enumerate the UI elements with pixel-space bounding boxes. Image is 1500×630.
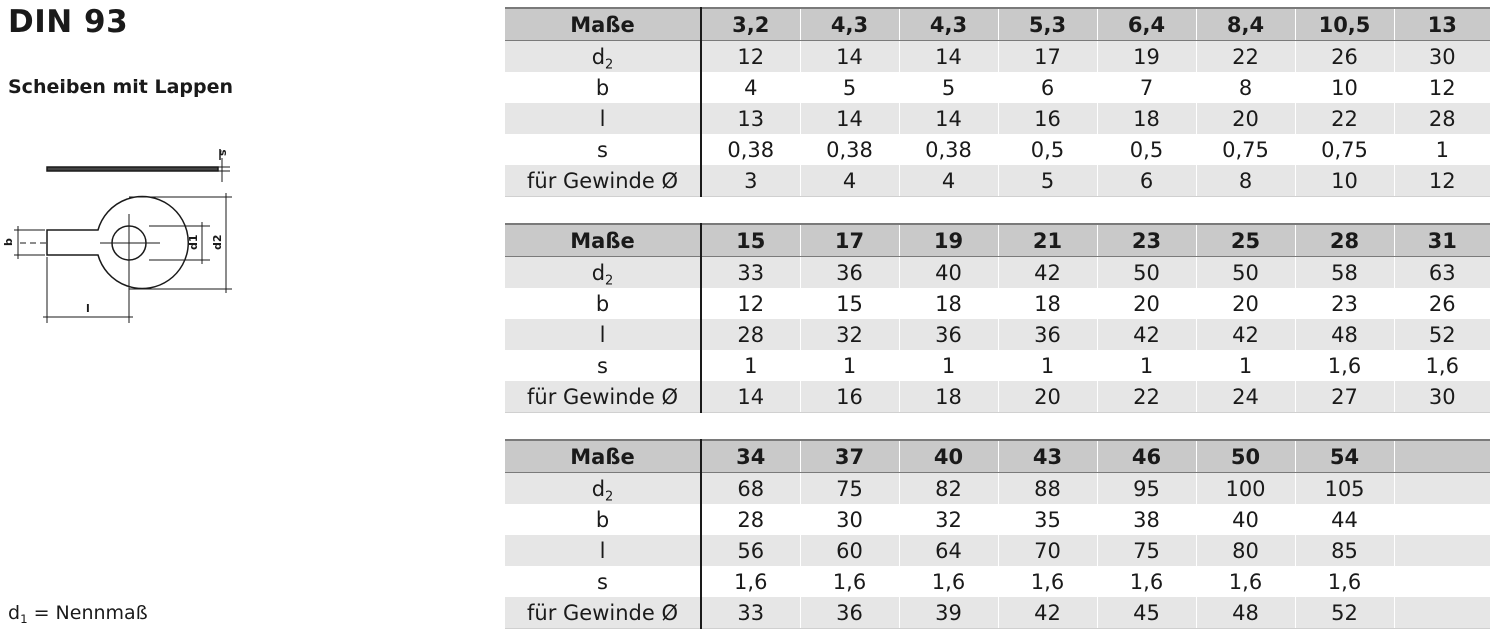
table-cell: 16 — [800, 381, 899, 413]
washer-side-view — [47, 167, 218, 171]
size-header-cell: 10,5 — [1295, 8, 1394, 41]
row-label: für Gewinde Ø — [505, 381, 701, 413]
dim-label-b: b — [2, 238, 15, 246]
table-cell: 100 — [1196, 473, 1295, 505]
table-cell: 36 — [899, 319, 998, 350]
table-cell: 10 — [1295, 165, 1394, 197]
table-cell: 12 — [1394, 165, 1490, 197]
row-d2 — [505, 41, 1490, 73]
table-cell: 32 — [800, 319, 899, 350]
table-cell — [1394, 597, 1490, 629]
table-cell: 22 — [1196, 41, 1295, 73]
table-cell: 32 — [899, 504, 998, 535]
table-cell: 8 — [1196, 72, 1295, 103]
table-cell — [1394, 473, 1490, 505]
table-cell: 50 — [1196, 257, 1295, 289]
table-cell: 105 — [1295, 473, 1394, 505]
dim-label-s: s — [216, 149, 229, 156]
table-cell: 26 — [1394, 288, 1490, 319]
row-b — [505, 504, 1490, 535]
row-label: b — [505, 288, 701, 319]
table-cell: 4 — [701, 72, 800, 103]
table-cell: 28 — [1394, 103, 1490, 134]
table-cell: 75 — [1097, 535, 1196, 566]
size-header-cell: 54 — [1295, 440, 1394, 473]
size-header-cell: 17 — [800, 224, 899, 257]
size-header-cell: 25 — [1196, 224, 1295, 257]
row-label: $d_2$ — [505, 41, 701, 73]
table-cell: 20 — [1097, 288, 1196, 319]
row-label: s — [505, 566, 701, 597]
size-header-cell: 37 — [800, 440, 899, 473]
table-cell: 18 — [899, 381, 998, 413]
table-cell: 1,6 — [899, 566, 998, 597]
table-cell: 58 — [1295, 257, 1394, 289]
table-cell: 1 — [1097, 350, 1196, 381]
table-cell: 1 — [800, 350, 899, 381]
table-cell: 44 — [1295, 504, 1394, 535]
table-cell: 75 — [800, 473, 899, 505]
row-label: Maße — [505, 440, 701, 473]
size-header-cell: 15 — [701, 224, 800, 257]
table-cell: 38 — [1097, 504, 1196, 535]
table-cell: 40 — [899, 257, 998, 289]
size-header-cell: 4,3 — [800, 8, 899, 41]
table-cell — [1394, 535, 1490, 566]
row-label: s — [505, 350, 701, 381]
row-label: l — [505, 535, 701, 566]
table-cell: 85 — [1295, 535, 1394, 566]
table-cell: 3 — [701, 165, 800, 197]
table-cell: 1 — [701, 350, 800, 381]
table-cell: 13 — [701, 103, 800, 134]
row-b — [505, 288, 1490, 319]
table-cell: 14 — [800, 103, 899, 134]
table-cell: 14 — [701, 381, 800, 413]
table-cell: 42 — [1196, 319, 1295, 350]
table-cell: 28 — [701, 319, 800, 350]
table-cell: 8 — [1196, 165, 1295, 197]
table-cell: 19 — [1097, 41, 1196, 73]
table-cell: 33 — [701, 257, 800, 289]
dim-label-d2: d2 — [211, 234, 224, 250]
size-header-cell: 40 — [899, 440, 998, 473]
table-cell: 5 — [800, 72, 899, 103]
size-header-cell: 46 — [1097, 440, 1196, 473]
table-cell: 33 — [701, 597, 800, 629]
table-cell: 7 — [1097, 72, 1196, 103]
table-cell: 36 — [800, 597, 899, 629]
table-cell: 1,6 — [1295, 350, 1394, 381]
table-cell: 18 — [1097, 103, 1196, 134]
size-header-cell: 28 — [1295, 224, 1394, 257]
table-cell: 6 — [998, 72, 1097, 103]
table-cell: 40 — [1196, 504, 1295, 535]
size-header-cell: 31 — [1394, 224, 1490, 257]
table-cell: 22 — [1097, 381, 1196, 413]
table-cell: 95 — [1097, 473, 1196, 505]
table-cell: 48 — [1196, 597, 1295, 629]
row-label: b — [505, 72, 701, 103]
size-header-cell: 43 — [998, 440, 1097, 473]
table-cell: 27 — [1295, 381, 1394, 413]
table-cell: 0,38 — [800, 134, 899, 165]
row-l — [505, 535, 1490, 566]
size-header-cell: 23 — [1097, 224, 1196, 257]
table-cell: 26 — [1295, 41, 1394, 73]
table-cell: 0,38 — [899, 134, 998, 165]
table-cell: 0,5 — [998, 134, 1097, 165]
table-cell: 1 — [1394, 134, 1490, 165]
size-header-cell — [1394, 440, 1490, 473]
table-cell: 18 — [899, 288, 998, 319]
row-s — [505, 350, 1490, 381]
size-header-cell: 3,2 — [701, 8, 800, 41]
table-cell: 20 — [1196, 288, 1295, 319]
row-b — [505, 72, 1490, 103]
row-label: l — [505, 103, 701, 134]
row-label: b — [505, 504, 701, 535]
table-cell: 30 — [1394, 381, 1490, 413]
table-cell: 60 — [800, 535, 899, 566]
table-cell: 42 — [998, 257, 1097, 289]
table-cell: 39 — [899, 597, 998, 629]
row-l — [505, 103, 1490, 134]
size-header-cell: 21 — [998, 224, 1097, 257]
size-header-cell: 6,4 — [1097, 8, 1196, 41]
row-thread — [505, 597, 1490, 629]
size-header-cell: 4,3 — [899, 8, 998, 41]
table-cell: 14 — [899, 41, 998, 73]
dimension-table-1 — [505, 7, 1490, 197]
table-cell: 1,6 — [800, 566, 899, 597]
row-s — [505, 566, 1490, 597]
page-subtitle: Scheiben mit Lappen — [8, 76, 234, 98]
row-d2 — [505, 257, 1490, 289]
table-cell: 18 — [998, 288, 1097, 319]
size-header-cell: 13 — [1394, 8, 1490, 41]
table-cell — [1394, 566, 1490, 597]
table-cell: 24 — [1196, 381, 1295, 413]
size-header-cell: 19 — [899, 224, 998, 257]
table-cell: 42 — [998, 597, 1097, 629]
table-cell: 56 — [701, 535, 800, 566]
table-cell: 64 — [899, 535, 998, 566]
size-header-cell: 34 — [701, 440, 800, 473]
page-title: DIN 93 — [8, 4, 129, 40]
table-cell: 1 — [998, 350, 1097, 381]
row-label: Maße — [505, 8, 701, 41]
table-cell: 12 — [701, 41, 800, 73]
table-cell: 0,38 — [701, 134, 800, 165]
table-cell: 0,5 — [1097, 134, 1196, 165]
table-cell — [1394, 504, 1490, 535]
table-cell: 17 — [998, 41, 1097, 73]
table-cell: 48 — [1295, 319, 1394, 350]
row-label: s — [505, 134, 701, 165]
row-label: für Gewinde Ø — [505, 597, 701, 629]
header-row — [505, 8, 1490, 41]
row-label: Maße — [505, 224, 701, 257]
table-cell: 1,6 — [1097, 566, 1196, 597]
header-row — [505, 224, 1490, 257]
table-cell: 1,6 — [998, 566, 1097, 597]
table-cell: 12 — [701, 288, 800, 319]
table-cell: 28 — [701, 504, 800, 535]
row-label: $d_2$ — [505, 473, 701, 505]
table-cell: 68 — [701, 473, 800, 505]
table-cell: 80 — [1196, 535, 1295, 566]
table-cell: 12 — [1394, 72, 1490, 103]
size-header-cell: 8,4 — [1196, 8, 1295, 41]
table-cell: 82 — [899, 473, 998, 505]
row-thread — [505, 381, 1490, 413]
table-cell: 63 — [1394, 257, 1490, 289]
size-header-cell: 5,3 — [998, 8, 1097, 41]
table-cell: 1 — [1196, 350, 1295, 381]
washer-drawing — [0, 130, 260, 330]
table-cell: 0,75 — [1196, 134, 1295, 165]
row-s — [505, 134, 1490, 165]
table-cell: 22 — [1295, 103, 1394, 134]
table-cell: 50 — [1097, 257, 1196, 289]
table-cell: 1,6 — [701, 566, 800, 597]
dim-label-l: l — [86, 302, 90, 315]
table-cell: 30 — [800, 504, 899, 535]
dim-label-d1: d1 — [187, 234, 200, 250]
table-cell: 5 — [998, 165, 1097, 197]
table-cell: 4 — [899, 165, 998, 197]
table-cell: 4 — [800, 165, 899, 197]
row-thread — [505, 165, 1490, 197]
row-label: $d_2$ — [505, 257, 701, 289]
table-cell: 42 — [1097, 319, 1196, 350]
table-cell: 14 — [800, 41, 899, 73]
table-cell: 35 — [998, 504, 1097, 535]
size-header-cell: 50 — [1196, 440, 1295, 473]
table-cell: 70 — [998, 535, 1097, 566]
table-cell: 16 — [998, 103, 1097, 134]
table-cell: 30 — [1394, 41, 1490, 73]
table-cell: 36 — [998, 319, 1097, 350]
table-cell: 45 — [1097, 597, 1196, 629]
header-row — [505, 440, 1490, 473]
nominal-size-note: $d_1$ = Nennmaß — [8, 602, 148, 627]
table-cell: 1,6 — [1394, 350, 1490, 381]
table-cell: 10 — [1295, 72, 1394, 103]
table-cell: 5 — [899, 72, 998, 103]
table-cell: 23 — [1295, 288, 1394, 319]
dimension-table-2 — [505, 223, 1490, 413]
table-cell: 6 — [1097, 165, 1196, 197]
row-d2 — [505, 473, 1490, 505]
table-cell: 1,6 — [1196, 566, 1295, 597]
table-cell: 20 — [1196, 103, 1295, 134]
table-cell: 36 — [800, 257, 899, 289]
dimension-table-3 — [505, 439, 1490, 629]
table-cell: 20 — [998, 381, 1097, 413]
table-cell: 52 — [1295, 597, 1394, 629]
row-label: l — [505, 319, 701, 350]
table-cell: 88 — [998, 473, 1097, 505]
table-cell: 0,75 — [1295, 134, 1394, 165]
table-cell: 15 — [800, 288, 899, 319]
table-cell: 14 — [899, 103, 998, 134]
table-cell: 1 — [899, 350, 998, 381]
table-cell: 1,6 — [1295, 566, 1394, 597]
row-l — [505, 319, 1490, 350]
row-label: für Gewinde Ø — [505, 165, 701, 197]
table-cell: 52 — [1394, 319, 1490, 350]
